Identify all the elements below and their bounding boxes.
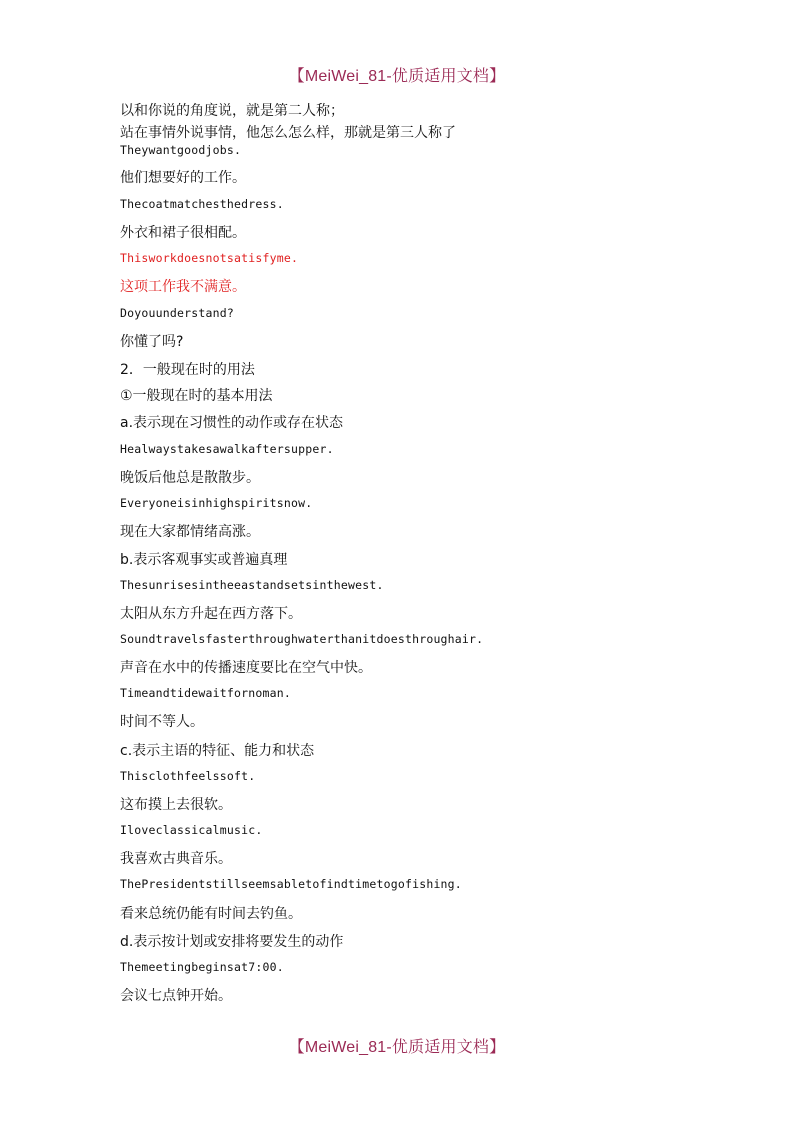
english-sentence: Thecoatmatchesthedress. bbox=[120, 197, 284, 211]
english-sentence: Thisclothfeelssoft. bbox=[120, 769, 256, 783]
chinese-text: 会议七点钟开始。 bbox=[120, 988, 232, 1004]
chinese-text: 他们想要好的工作。 bbox=[120, 170, 246, 186]
english-sentence: Timeandtidewaitfornoman. bbox=[120, 686, 291, 700]
chinese-text: 站在事情外说事情，他怎么怎么样，那就是第三人称了 bbox=[120, 125, 456, 141]
chinese-text: d.表示按计划或安排将要发生的动作 bbox=[120, 934, 344, 950]
english-sentence: Thesunrisesintheeastandsetsinthewest. bbox=[120, 578, 384, 592]
chinese-text: 太阳从东方升起在西方落下。 bbox=[120, 606, 302, 622]
chinese-text: 你懂了吗? bbox=[120, 334, 184, 350]
english-sentence: Iloveclassicalmusic. bbox=[120, 823, 263, 837]
chinese-text: 以和你说的角度说，就是第二人称； bbox=[120, 103, 344, 119]
page-header: 【MeiWei_81-优质适用文档】 bbox=[288, 68, 506, 85]
chinese-text: 这布摸上去很软。 bbox=[120, 797, 232, 813]
english-sentence: Thisworkdoesnotsatisfyme. bbox=[120, 251, 299, 265]
english-sentence: Theywantgoodjobs. bbox=[120, 143, 242, 157]
page-footer: 【MeiWei_81-优质适用文档】 bbox=[288, 1039, 506, 1056]
english-sentence: Themeetingbeginsat7:00. bbox=[120, 960, 284, 974]
chinese-text: 看来总统仍能有时间去钓鱼。 bbox=[120, 906, 302, 922]
chinese-text: 我喜欢古典音乐。 bbox=[120, 851, 232, 867]
chinese-text: c.表示主语的特征、能力和状态 bbox=[120, 743, 315, 759]
english-sentence: ThePresidentstillseemsabletofindtimetogofishing. bbox=[120, 877, 462, 891]
english-sentence: Doyouunderstand? bbox=[120, 306, 234, 320]
chinese-text: 2．一般现在时的用法 bbox=[120, 362, 255, 378]
chinese-text: a.表示现在习惯性的动作或存在状态 bbox=[120, 415, 344, 431]
english-sentence: Healwaystakesawalkaftersupper. bbox=[120, 442, 334, 456]
chinese-text: b.表示客观事实或普遍真理 bbox=[120, 552, 288, 568]
chinese-text: 现在大家都情绪高涨。 bbox=[120, 524, 260, 540]
chinese-text: 外衣和裙子很相配。 bbox=[120, 225, 246, 241]
chinese-text: 声音在水中的传播速度要比在空气中快。 bbox=[120, 660, 372, 676]
chinese-text: ①一般现在时的基本用法 bbox=[120, 388, 273, 404]
chinese-text: 时间不等人。 bbox=[120, 714, 204, 730]
chinese-text: 晚饭后他总是散散步。 bbox=[120, 470, 260, 486]
english-sentence: Everyoneisinhighspiritsnow. bbox=[120, 496, 313, 510]
english-sentence: Soundtravelsfasterthroughwaterthanitdoesthroughair. bbox=[120, 632, 484, 646]
chinese-text: 这项工作我不满意。 bbox=[120, 279, 246, 295]
